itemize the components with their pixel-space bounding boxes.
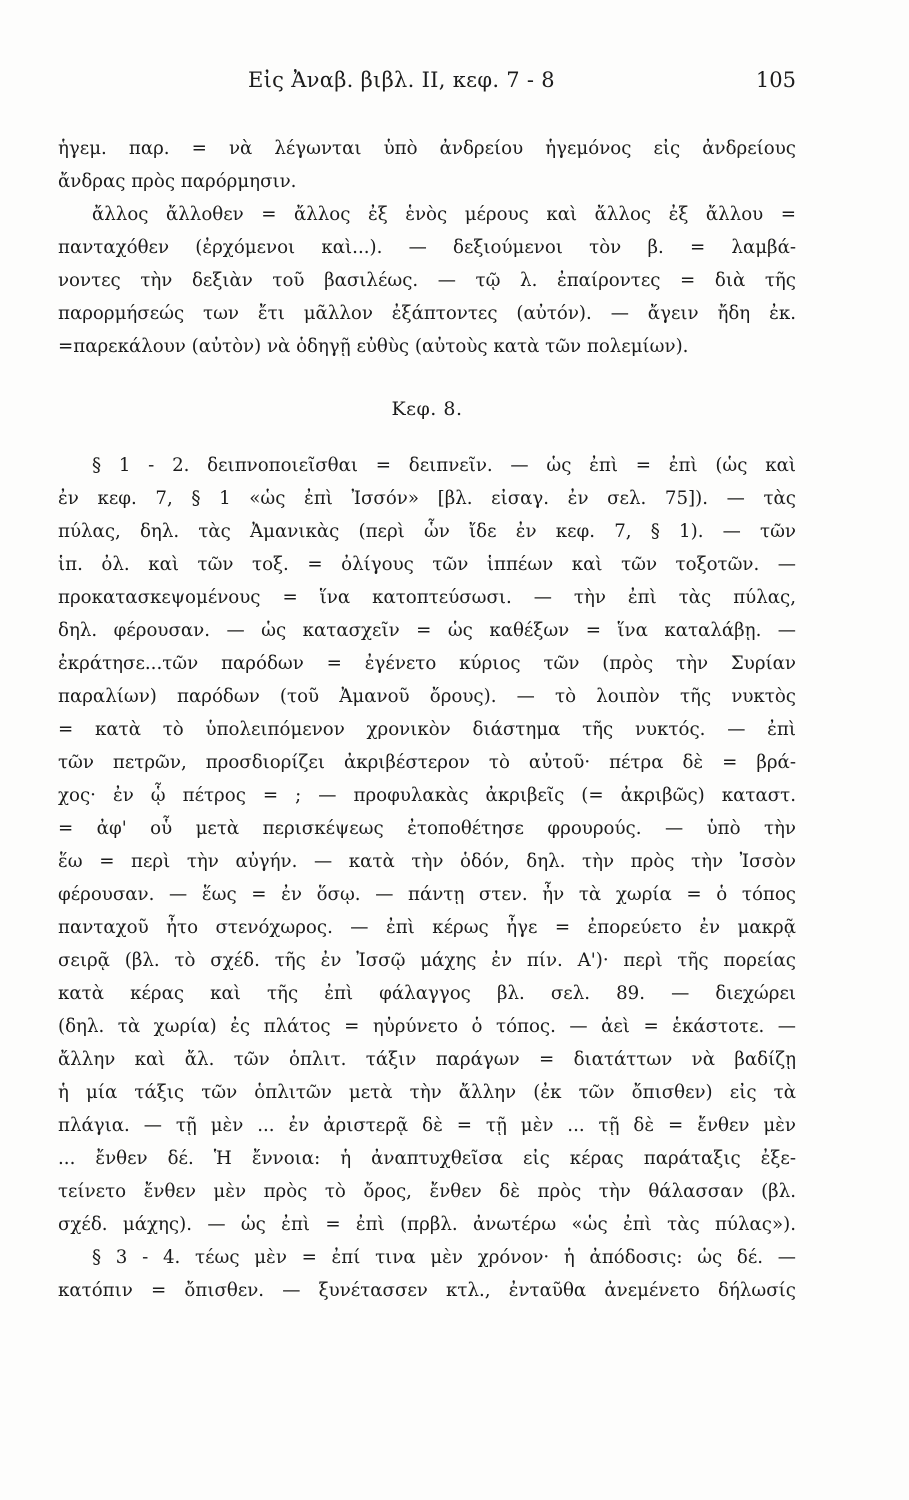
text-line: ἄλλος ἄλλοθεν = ἄλλος ἐξ ἑνὸς μέρους καὶ ἄλλος ἐξ ἄλλου = bbox=[92, 204, 796, 225]
text-line: κατὰ κέρας καὶ τῆς ἐπὶ φάλαγγος βλ. σελ. 89. — διεχώρει bbox=[58, 983, 796, 1004]
text-line: πανταχόθεν (ἐρχόμενοι καὶ...). — δεξιούμενοι τὸν β. = λαμβά- bbox=[58, 237, 796, 258]
text-line: ... ἔνθεν δέ. Ἡ ἔννοια: ἡ ἀναπτυχθεῖσα εἰς κέρας παράταξις ἐξε- bbox=[58, 1148, 796, 1169]
text-line: § 1 - 2. δειπνοποιεῖσθαι = δειπνεῖν. — ὡς ἐπὶ = ἐπὶ (ὡς καὶ bbox=[92, 455, 796, 476]
running-head-title: Εἰς Ἀναβ. βιβλ. ΙΙ, κεφ. 7 - 8 bbox=[248, 68, 555, 92]
chapter-heading: Κεφ. 8. bbox=[391, 398, 463, 420]
text-line: σχέδ. μάχης). — ὡς ἐπὶ = ἐπὶ (πρβλ. ἀνωτέρω «ὡς ἐπὶ τὰς πύλας»). bbox=[58, 1214, 796, 1235]
text-line: κατόπιν = ὄπισθεν. — ξυνέτασσεν κτλ., ἐνταῦθα ἀνεμένετο δήλωσίς bbox=[58, 1280, 796, 1301]
text-line: ἐν κεφ. 7, § 1 «ὡς ἐπὶ Ἰσσόν» [βλ. εἰσαγ. ἐν σελ. 75]). — τὰς bbox=[58, 488, 796, 509]
text-line: πύλας, δηλ. τὰς Ἀμανικὰς (περὶ ὧν ἴδε ἐν κεφ. 7, § 1). — τῶν bbox=[58, 521, 796, 542]
text-line: ἄνδρας πρὸς παρόρμησιν. bbox=[58, 171, 297, 192]
text-line: ἄλλην καὶ ἄλ. τῶν ὁπλιτ. τάξιν παράγων = διατάττων νὰ βαδίζῃ bbox=[58, 1049, 796, 1070]
text-line: νοντες τὴν δεξιὰν τοῦ βασιλέως. — τῷ λ. ἐπαίροντες = διὰ τῆς bbox=[58, 270, 796, 291]
text-line: προκατασκεψομένους = ἵνα κατοπτεύσωσι. — τὴν ἐπὶ τὰς πύλας, bbox=[58, 587, 796, 608]
page-number: 105 bbox=[755, 68, 796, 92]
text-line: τείνετο ἔνθεν μὲν πρὸς τὸ ὄρος, ἔνθεν δὲ πρὸς τὴν θάλασσαν (βλ. bbox=[58, 1181, 796, 1202]
text-line: παρορμήσεώς των ἔτι μᾶλλον ἐξάπτοντες (αὐτόν). — ἄγειν ἤδη ἐκ. bbox=[58, 303, 796, 324]
text-line: φέρουσαν. — ἕως = ἐν ὅσῳ. — πάντῃ στεν. ἦν τὰ χωρία = ὁ τόπος bbox=[58, 884, 796, 905]
text-line: δηλ. φέρουσαν. — ὡς κατασχεῖν = ὡς καθέξων = ἵνα καταλάβῃ. — bbox=[58, 620, 796, 641]
text-line: χος· ἐν ᾧ πέτρος = ; — προφυλακὰς ἀκριβεῖς (= ἀκριβῶς) καταστ. bbox=[58, 785, 796, 806]
text-line: =παρεκάλουν (αὐτὸν) νὰ ὁδηγῇ εὐθὺς (αὐτοὺς κατὰ τῶν πολεμίων). bbox=[58, 336, 689, 357]
text-line: = κατὰ τὸ ὑπολειπόμενον χρονικὸν διάστημα τῆς νυκτός. — ἐπὶ bbox=[58, 719, 796, 740]
text-line: πανταχοῦ ἦτο στενόχωρος. — ἐπὶ κέρως ἦγε = ἐπορεύετο ἐν μακρᾷ bbox=[58, 917, 796, 938]
text-line: πλάγια. — τῇ μὲν ... ἐν ἀριστερᾷ δὲ = τῇ μὲν ... τῇ δὲ = ἔνθεν μὲν bbox=[58, 1115, 796, 1136]
text-line: παραλίων) παρόδων (τοῦ Ἀμανοῦ ὄρους). — τὸ λοιπὸν τῆς νυκτὸς bbox=[58, 686, 796, 707]
text-line: (δηλ. τὰ χωρία) ἐς πλάτος = ηὐρύνετο ὁ τόπος. — ἀεὶ = ἑκάστοτε. — bbox=[58, 1016, 796, 1037]
text-line: ἕω = περὶ τὴν αὐγήν. — κατὰ τὴν ὁδόν, δηλ. τὴν πρὸς τὴν Ἰσσὸν bbox=[58, 851, 796, 872]
text-line: ἡγεμ. παρ. = νὰ λέγωνται ὑπὸ ἀνδρείου ἡγεμόνος εἰς ἀνδρείους bbox=[58, 138, 796, 159]
text-line: ἱπ. ὀλ. καὶ τῶν τοξ. = ὀλίγους τῶν ἱππέων καὶ τῶν τοξοτῶν. — bbox=[58, 554, 796, 575]
text-line: ἡ μία τάξις τῶν ὁπλιτῶν μετὰ τὴν ἄλλην (ἐκ τῶν ὄπισθεν) εἰς τὰ bbox=[58, 1082, 796, 1103]
commentary-text bbox=[58, 132, 796, 1307]
text-line: ἐκράτησε...τῶν παρόδων = ἐγένετο κύριος τῶν (πρὸς τὴν Συρίαν bbox=[58, 653, 796, 674]
text-line: σειρᾷ (βλ. τὸ σχέδ. τῆς ἐν Ἰσσῷ μάχης ἐν πίν. Α')· περὶ τῆς πορείας bbox=[58, 950, 796, 971]
text-line: § 3 - 4. τέως μὲν = ἐπί τινα μὲν χρόνον· ἡ ἀπόδοσις: ὡς δέ. — bbox=[92, 1247, 796, 1268]
text-line: τῶν πετρῶν, προσδιορίζει ἀκριβέστερον τὸ αὐτοῦ· πέτρα δὲ = βρά- bbox=[58, 752, 796, 773]
text-line: = ἀφ' οὗ μετὰ περισκέψεως ἐτοποθέτησε φρουρούς. — ὑπὸ τὴν bbox=[58, 818, 796, 839]
running-head bbox=[0, 68, 909, 102]
